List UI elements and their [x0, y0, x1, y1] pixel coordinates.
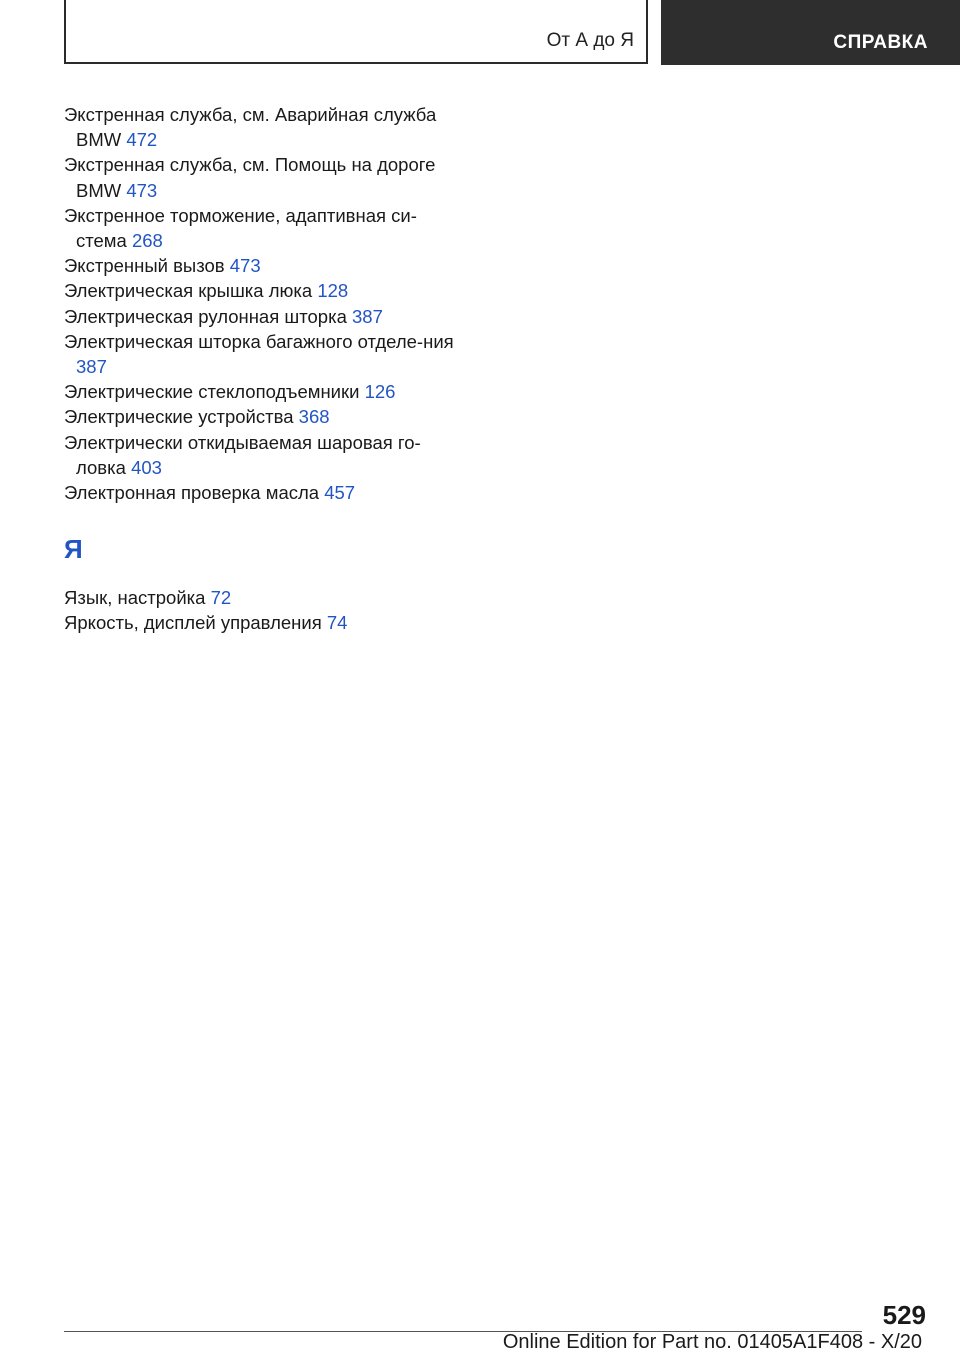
header-chapter-box: [661, 0, 960, 65]
page-link[interactable]: 387: [352, 305, 383, 327]
footer-edition: Online Edition for Part no. 01405A1F408 - X/20: [502, 1331, 922, 1353]
index-entry: Язык, настройка 72: [64, 587, 232, 609]
page-link[interactable]: 128: [317, 280, 349, 302]
page-link[interactable]: 126: [364, 381, 396, 403]
index-group-ya: [64, 585, 464, 635]
index-entry: Экстренное торможение, адаптивная си-стема 268: [64, 204, 417, 252]
page-link[interactable]: 268: [131, 230, 163, 252]
index-entry: Электрические устройства 368: [64, 406, 330, 428]
index-entry: Электрически откидываемая шаровая го-ловка 403: [64, 431, 421, 478]
index-entry: Электрическая крышка люка 128: [64, 280, 349, 302]
index-entry: Электрические стеклоподъемники 126: [64, 381, 396, 403]
index-entry: Экстренная служба, см. Аварийная служба BMW 472: [64, 104, 437, 151]
index-letter-heading: Я: [64, 534, 83, 565]
header-section-box: [64, 0, 648, 64]
page-link[interactable]: 387: [76, 356, 107, 378]
index-group-e: [64, 102, 464, 505]
header-chapter-title: СПРАВКА: [833, 32, 928, 53]
page-link[interactable]: 403: [131, 456, 162, 478]
index-entry: Яркость, дисплей управления 74: [64, 612, 348, 634]
index-list: [64, 102, 464, 636]
page-number: 529: [882, 1300, 926, 1330]
page-link[interactable]: 457: [324, 482, 356, 504]
page-link[interactable]: 72: [210, 587, 232, 609]
index-entry: Электрическая рулонная шторка 387: [64, 305, 383, 327]
header-section-title: От А до Я: [546, 30, 634, 51]
page-link[interactable]: 472: [126, 129, 158, 151]
page-link[interactable]: 368: [298, 406, 330, 428]
index-entry: Электронная проверка масла 457: [64, 482, 356, 504]
index-entry: Электрическая шторка багажного отделе-ния 387: [64, 330, 454, 378]
page-link[interactable]: 473: [229, 255, 261, 277]
page-link[interactable]: 74: [326, 612, 348, 634]
index-entry: Экстренный вызов 473: [64, 255, 261, 277]
index-entry: Экстренная служба, см. Помощь на дороге BMW 473: [64, 154, 436, 201]
page-link[interactable]: 473: [126, 179, 158, 201]
